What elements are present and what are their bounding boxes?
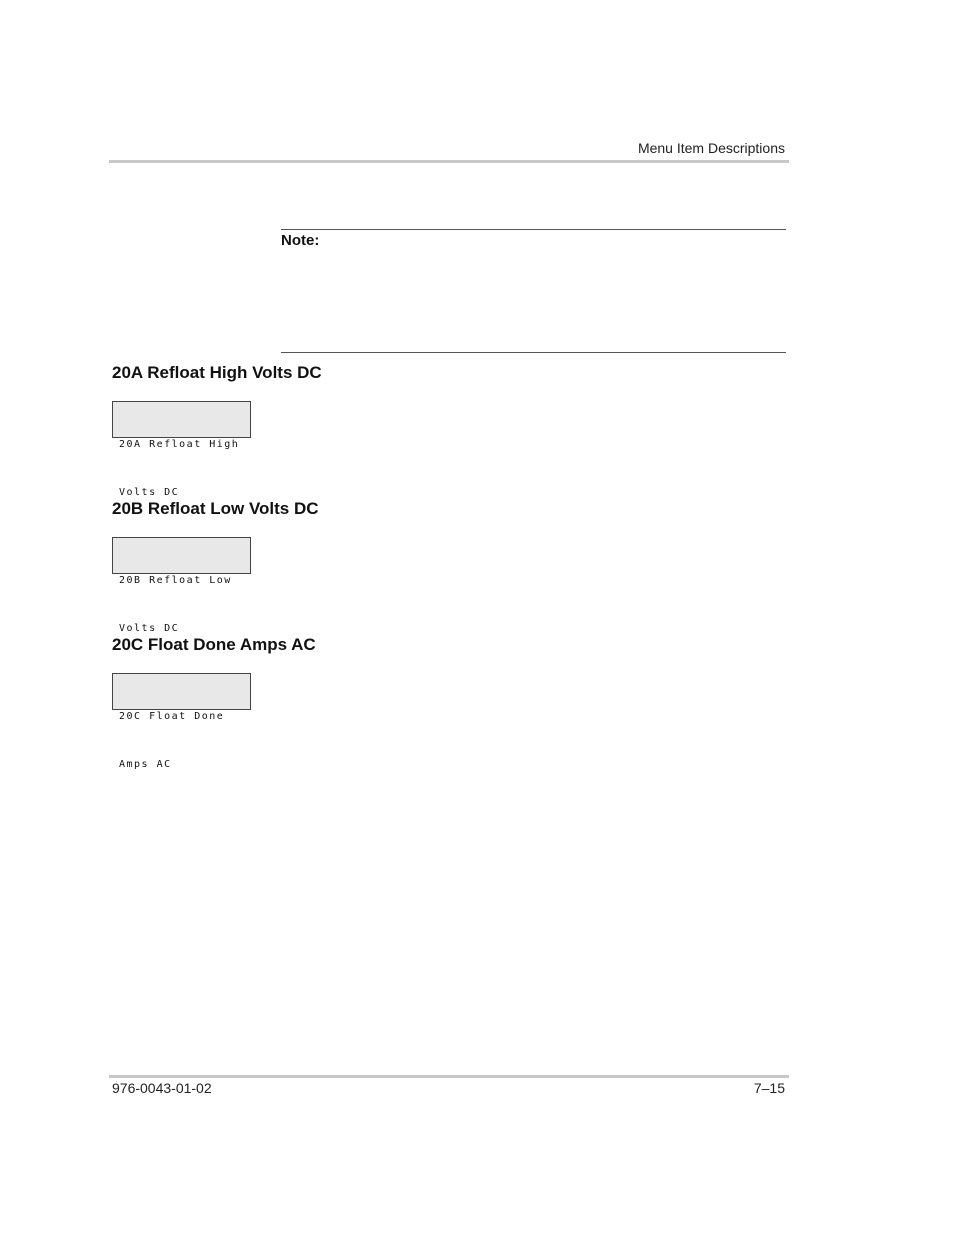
note-rule-top (281, 229, 786, 230)
section-20b (112, 499, 319, 634)
section-heading: 20C Float Done Amps AC (112, 635, 316, 654)
running-head-title: Menu Item Descriptions (637, 140, 785, 156)
lcd-line-1: 20A Refloat High (119, 439, 240, 450)
lcd-line-2: Volts DC (119, 487, 180, 498)
lcd-line-1: 20C Float Done (119, 711, 225, 722)
document-number: 976-0043-01-02 (112, 1080, 212, 1096)
section-heading: 20B Refloat Low Volts DC (112, 499, 319, 518)
section-20c (112, 635, 316, 770)
page-number: 7–15 (753, 1080, 785, 1096)
header-rule (109, 160, 789, 163)
lcd-line-2: Amps AC (119, 759, 172, 770)
section-20a (112, 363, 322, 498)
lcd-line-1: 20B Refloat Low (119, 575, 232, 586)
footer-rule (109, 1075, 789, 1078)
lcd-display (112, 537, 251, 634)
section-heading: 20A Refloat High Volts DC (112, 363, 322, 382)
lcd-line-2: Volts DC (119, 623, 180, 634)
note-rule-bottom (281, 352, 786, 353)
lcd-display (112, 673, 251, 770)
lcd-display (112, 401, 251, 498)
note-label: Note: (281, 232, 320, 249)
